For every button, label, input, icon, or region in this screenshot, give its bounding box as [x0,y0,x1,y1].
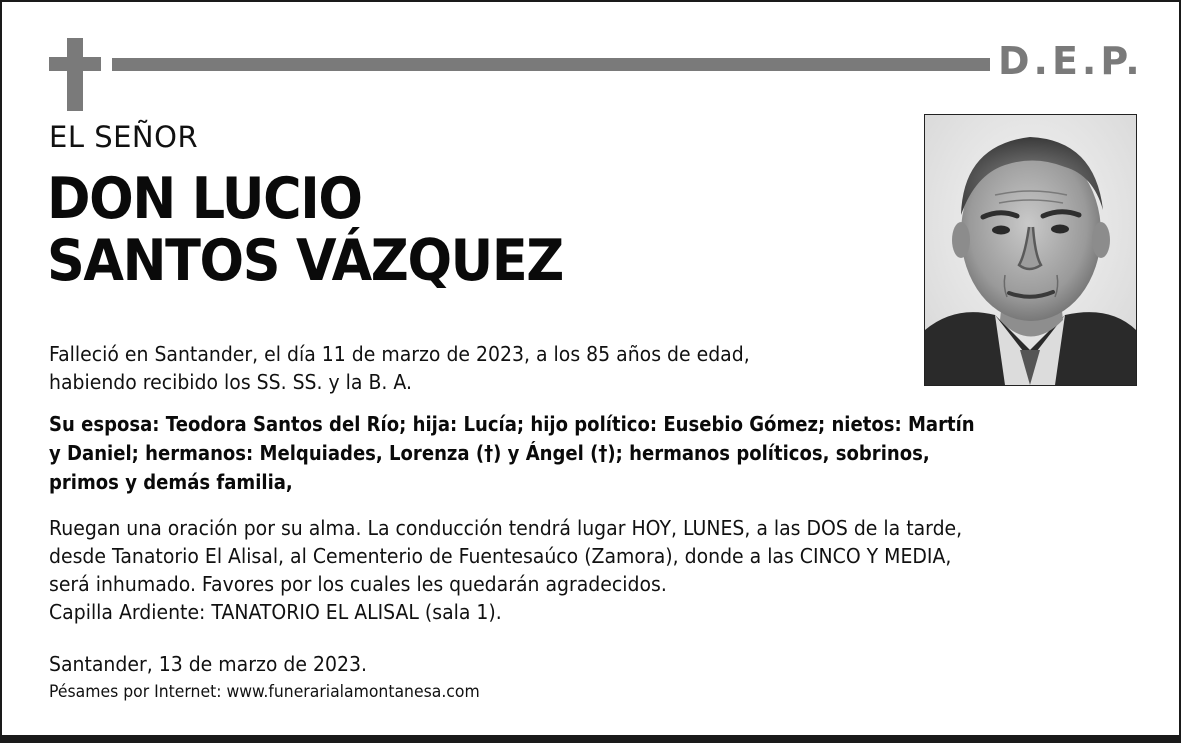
death-details [49,340,1061,396]
death-line-1: Falleció en Santander, el día 11 de marzo de 2023, a los 85 años de edad, [49,342,750,366]
death-line-2: habiendo recibido los SS. SS. y la B. A. [49,370,412,394]
place-date: Santander, 13 de marzo de 2023. [49,652,367,676]
family-list [49,410,1017,497]
cross-icon [49,38,101,111]
chapel-line: Capilla Ardiente: TANATORIO EL ALISAL (sala 1). [49,600,502,624]
family-line-3: primos y demás familia, [49,470,293,494]
name-line-2: SANTOS VÁZQUEZ [47,228,563,294]
name-line-1: DON LUCIO [47,166,362,232]
service-details [49,514,1061,626]
service-line-2: desde Tanatorio El Alisal, al Cementerio de Fuentesaúco (Zamora), donde a las CINCO Y MEDIA, [49,544,952,568]
service-line-3: será inhumado. Favores por los cuales les quedarán agradecidos. [49,572,667,596]
condolences-line: Pésames por Internet: www.funerarialamontanesa.com [49,682,480,702]
honorific: EL SEÑOR [49,120,199,154]
service-line-1: Ruegan una oración por su alma. La conducción tendrá lugar HOY, LUNES, a las DOS de la tarde, [49,516,963,540]
family-line-2: y Daniel; hermanos: Melquiades, Lorenza (†) y Ángel (†); hermanos políticos, sobrinos, [49,441,930,465]
family-line-1: Su esposa: Teodora Santos del Río; hija: Lucía; hijo político: Eusebio Gómez; nietos: Martín [49,412,975,436]
header-rule [112,58,990,71]
dep-heading: D.E.P. [998,39,1144,83]
deceased-name [47,168,563,292]
